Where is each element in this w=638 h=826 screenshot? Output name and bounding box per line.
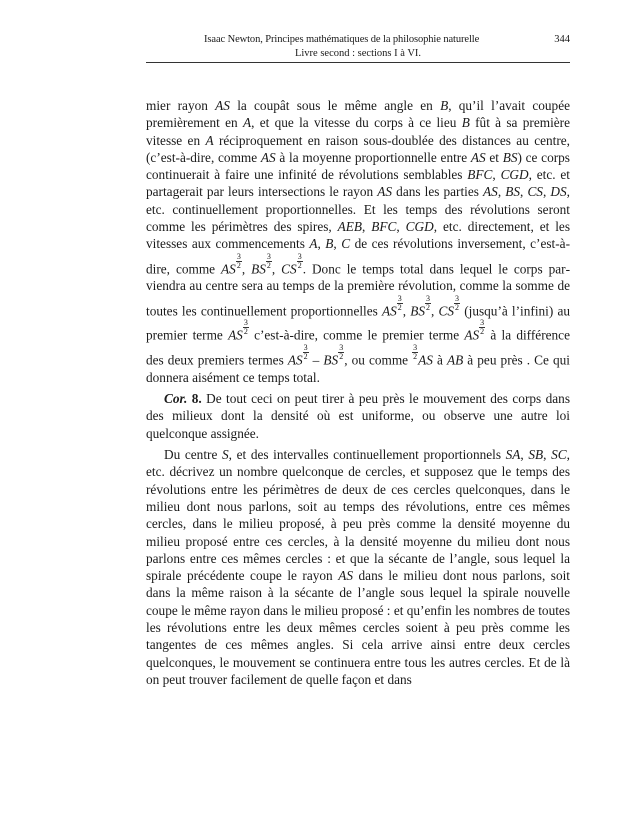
corollary-number: 8. — [191, 391, 202, 407]
fraction: $\frac{3}{2}$ — [480, 318, 485, 337]
fraction: $\frac{3}{2}$ — [303, 343, 308, 362]
paragraph-corollary-8: Cor. 8. De tout ceci on peut tirer à peu près le mouvement des corps dans des milieux dont la densité où est uniforme, ou observe une autre loi quelconque assignée. — [146, 391, 570, 441]
fraction: $\frac{3}{2}$ — [266, 251, 271, 270]
fraction: $\frac{3}{2}$ — [426, 293, 431, 312]
page-number: 344 — [554, 34, 570, 45]
header-title: Isaac Newton, Principes mathématiques de la philosophie naturelle — [204, 34, 480, 45]
paragraph-3: Du centre S, et des intervalles continuellement proportionnels SA, SB, SC, etc. décrivez un nombre quelconque de cercles, et supposez que le temps des révolutions entre les périmètres de deux de ces cercles quelconques, dans le milieu dont nous parlons, soit au temps des révolutions, entre ces mêmes cercles, dans le milieu proposé, à peu près comme la densité moyenne du milieu proposé entre ces cercles, à la densité moyenne du milieu dont nous parlons entre ces mêmes cercles : et que la sécante de l’angle, sous lequel la spirale précédente coupe le rayon AS dans le milieu dont nous parlons, soit dans la même raison à la sécante de l’angle sous lequel la spirale nouvelle coupe le même rayon dans le milieu proposé : et qu’enfin les nombres de toutes les révolutions entre les deux mêmes cercles soient à peu près comme les tangentes de ces mêmes angles. Si cela arrive ainsi entre deux cercles quelconques, le mouvement se continuera entre tous les autres cercles. Et de là on peut trouver facilement de quelle façon et dans — [146, 447, 570, 687]
fraction: $\frac{3}{2}$ — [455, 293, 460, 312]
fraction: $\frac{3}{2}$ — [339, 343, 344, 362]
fraction: $\frac{3}{2}$ — [236, 251, 241, 270]
paragraph-1: mier rayon AS la coupât sous le même angle en B, qu’il l’avait coupée premièrement en A, et que la vitesse du corps à ce lieu B fût à sa première vitesse en A réciproquement en raison sous-doublée des distances au centre, (c’est-à-dire, comme AS à la moyenne proportionnelle entre AS et BS) ce corps continuerait à faire une infinité de révolutions semblables BFC, CGD, etc. et partagerait par leurs intersections le rayon AS dans les parties AS, BS, CS, DS, etc. continuellement proportionnelles. Et les temps des révolutions seront comme les périmètres des spires, AEB, BFC, CGD, etc. directement, et les vitesses aux commencements A, B, C de ces révolutions inversement, c’est-à-dire, comme AS $\frac{3}{2}$ , BS $\frac{3}{2}$ , CS $\frac{3}{2}$ . Donc le temps total dans lequel le corps parviendra au centre sera au temps de la première révolution, comme la somme de toutes les continuellement proportionnelles AS $\frac{3}{2}$ , BS $\frac{3}{2}$ , CS $\frac{3}{2}$ (jusqu’à l’infini) au premier terme AS $\frac{3}{2}$ c’est-à-dire, comme le premier terme AS $\frac{3}{2}$ à la différence des deux premiers termes AS $\frac{3}{2}$ – BS $\frac{3}{2}$ , ou comme $\frac{3}{2}$ AS à AB à peu près . Ce qui donnera aisément ce temps total. — [146, 98, 571, 385]
fraction: $\frac{3}{2}$ — [397, 293, 402, 312]
corollary-label: Cor. — [164, 391, 188, 407]
header-rule — [146, 62, 570, 63]
fraction: $\frac{3}{2}$ — [243, 318, 248, 337]
fraction: $\frac{3}{2}$ — [413, 343, 418, 362]
body-text — [146, 97, 570, 688]
header-subtitle: Livre second : sections I à VI. — [294, 48, 422, 59]
fraction: $\frac{3}{2}$ — [297, 251, 302, 270]
